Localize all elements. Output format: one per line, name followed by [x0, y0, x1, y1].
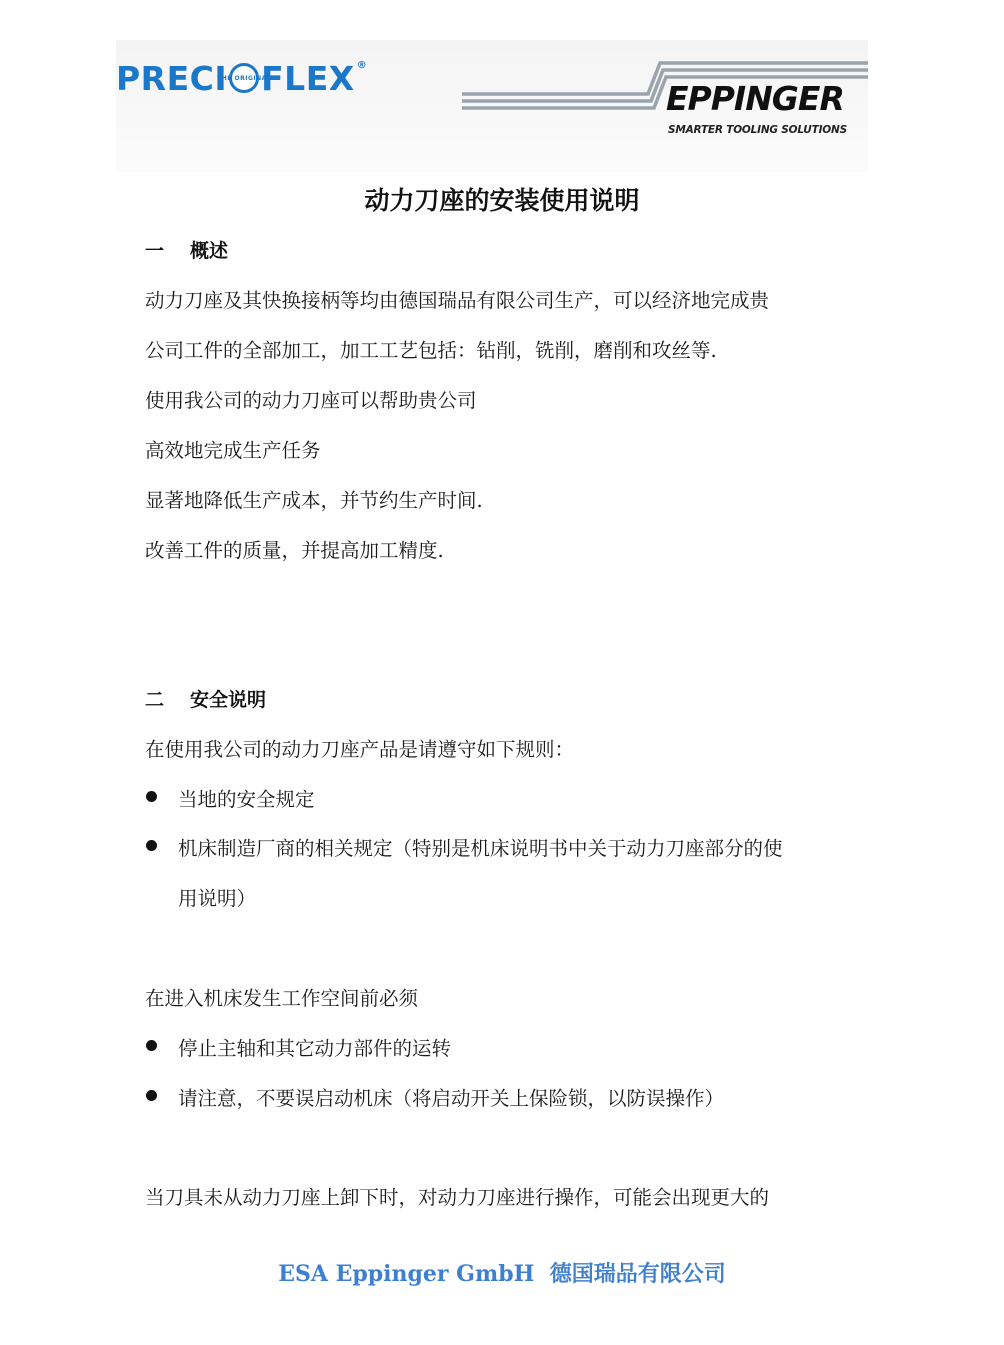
- section-title: 安全说明: [190, 689, 267, 711]
- paragraph-line: 在进入机床发生工作空间前必须: [145, 987, 419, 1010]
- bullet-text: 当地的安全规定: [178, 788, 315, 811]
- section-heading-safety: [145, 685, 266, 712]
- bullet-text: 请注意，不要误启动机床（将启动开关上保险锁，以防误操作）: [178, 1087, 725, 1110]
- section-number: 二: [145, 689, 165, 711]
- paragraph-line: 在使用我公司的动力刀座产品是请遵守如下规则：: [145, 738, 575, 761]
- paragraph-line: 公司工件的全部加工，加工工艺包括：钻削，铣削，磨削和攻丝等.: [145, 339, 717, 362]
- bullet-dot-icon: [146, 1040, 157, 1051]
- preciflex-logo: [116, 58, 367, 98]
- paragraph-line: 动力刀座及其快换接柄等均由德国瑞品有限公司生产，可以经济地完成贵: [145, 289, 770, 312]
- logo-text-part2: FLEX: [261, 58, 355, 98]
- section-number: 一: [145, 240, 165, 262]
- eppinger-tagline: SMARTER TOOLING SOLUTIONS: [668, 124, 847, 136]
- bullet-dot-icon: [146, 791, 157, 802]
- paragraph-line: 改善工件的质量，并提高加工精度.: [145, 539, 444, 562]
- original-seal-icon: THE ORIGINAL: [229, 63, 259, 93]
- eppinger-logo-text: EPPINGER: [666, 79, 844, 118]
- bullet-text: 停止主轴和其它动力部件的运转: [178, 1037, 452, 1060]
- section-title: 概述: [190, 240, 229, 262]
- section-heading-overview: [145, 236, 228, 263]
- footer-company-en: ESA Eppinger GmbH: [278, 1261, 535, 1287]
- paragraph-line: 使用我公司的动力刀座可以帮助贵公司: [145, 389, 477, 412]
- page-footer: [0, 1257, 1004, 1288]
- paragraph-line: 当刀具未从动力刀座上卸下时，对动力刀座进行操作，可能会出现更大的: [145, 1186, 770, 1209]
- logo-text-part1: PRECI: [116, 58, 228, 98]
- paragraph-line: 显著地降低生产成本，并节约生产时间.: [145, 489, 483, 512]
- registered-mark: ®: [356, 60, 368, 71]
- bullet-dot-icon: [146, 840, 157, 851]
- paragraph-line: 高效地完成生产任务: [145, 439, 321, 462]
- bullet-text-continued: 用说明）: [178, 887, 257, 910]
- bullet-dot-icon: [146, 1090, 157, 1101]
- footer-company-cn: 德国瑞品有限公司: [549, 1261, 726, 1287]
- document-title: 动力刀座的安装使用说明: [364, 186, 640, 215]
- bullet-text: 机床制造厂商的相关规定（特别是机床说明书中关于动力刀座部分的使: [178, 837, 783, 860]
